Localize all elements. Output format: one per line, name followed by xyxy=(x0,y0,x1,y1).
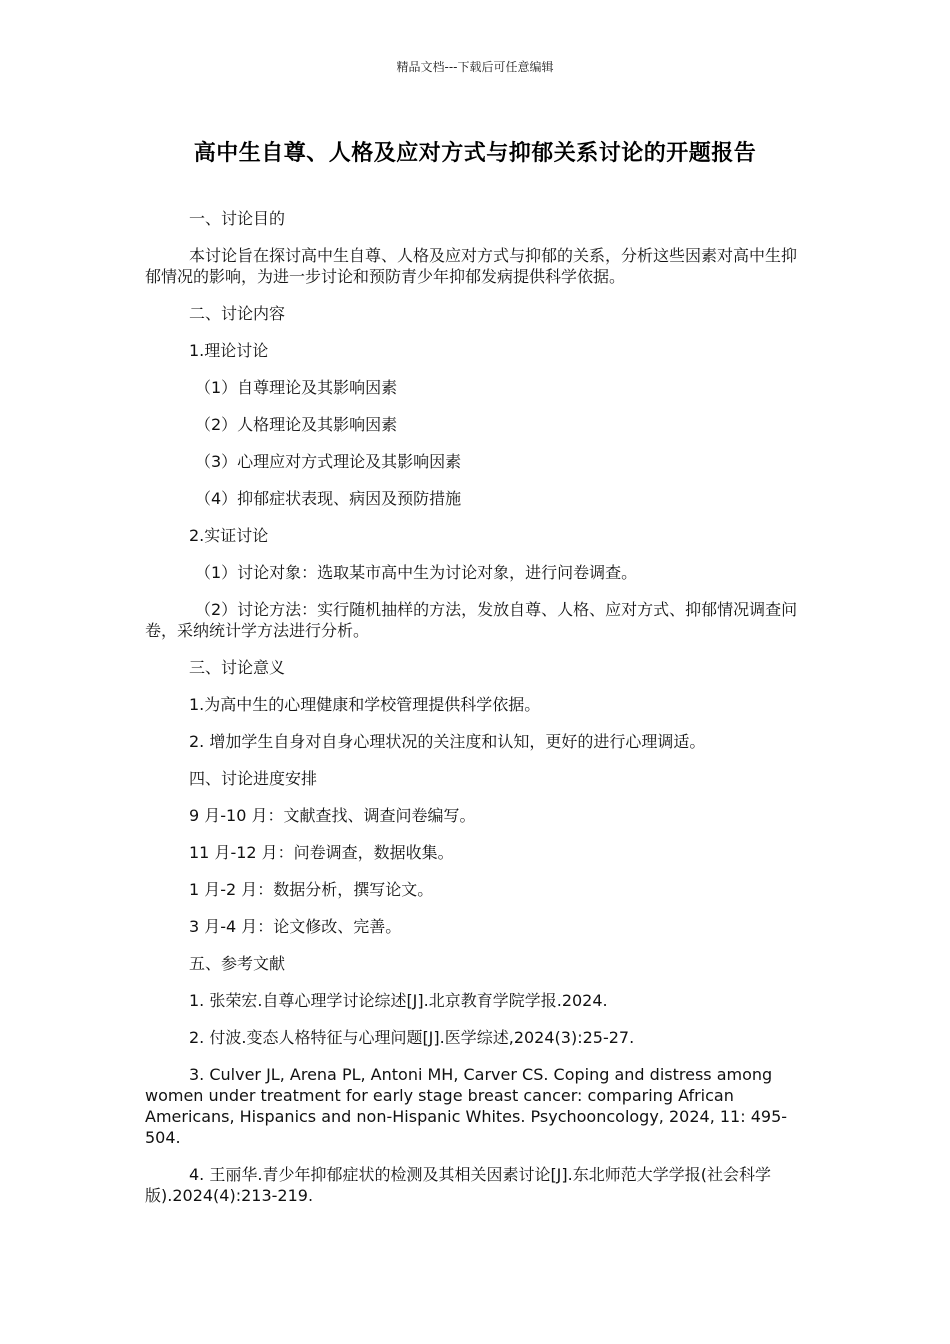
list-item: （1）讨论对象：选取某市高中生为讨论对象，进行问卷调查。 xyxy=(195,563,638,582)
schedule-item: 9 月-10 月：文献查找、调查问卷编写。 xyxy=(189,806,476,825)
list-item: （2）人格理论及其影响因素 xyxy=(195,415,398,434)
schedule-item: 1 月-2 月：数据分析，撰写论文。 xyxy=(189,880,434,899)
reference-item: 1. 张荣宏.自尊心理学讨论综述[J].北京教育学院学报.2024. xyxy=(189,991,608,1010)
list-item: 2. 增加学生自身对自身心理状况的关注度和认知，更好的进行心理调适。 xyxy=(189,732,706,751)
list-item: （3）心理应对方式理论及其影响因素 xyxy=(195,452,462,471)
section-heading-content: 二、讨论内容 xyxy=(189,304,286,323)
section-heading-references: 五、参考文献 xyxy=(189,954,286,973)
section-heading-significance: 三、讨论意义 xyxy=(189,658,286,677)
list-item: 1.为高中生的心理健康和学校管理提供科学依据。 xyxy=(189,695,541,714)
subheading-theory: 1.理论讨论 xyxy=(189,341,269,360)
header-note: 精品文档---下载后可任意编辑 xyxy=(396,60,554,74)
reference-item: 2. 付波.变态人格特征与心理问题[J].医学综述,2024(3):25-27. xyxy=(189,1028,635,1047)
paragraph-purpose: 本讨论旨在探讨高中生自尊、人格及应对方式与抑郁的关系，分析这些因素对高中生抑郁情况的影响，为进一步讨论和预防青少年抑郁发病提供科学依据。 xyxy=(145,246,798,286)
document-title: 高中生自尊、人格及应对方式与抑郁关系讨论的开题报告 xyxy=(193,141,757,166)
schedule-item: 11 月-12 月：问卷调查，数据收集。 xyxy=(189,843,454,862)
reference-item: 3. Culver JL, Arena PL, Antoni MH, Carver CS. Coping and distress among women under treatment for early stage breast cancer: comparing African Americans, Hispanics and non-Hispanic Whites. Psychooncology, 2024, 11: 495-504. xyxy=(145,1065,788,1147)
list-item: （2）讨论方法：实行随机抽样的方法，发放自尊、人格、应对方式、抑郁情况调查问卷，采纳统计学方法进行分析。 xyxy=(145,600,798,640)
section-heading-purpose: 一、讨论目的 xyxy=(189,209,286,228)
schedule-item: 3 月-4 月：论文修改、完善。 xyxy=(189,917,402,936)
list-item: （4）抑郁症状表现、病因及预防措施 xyxy=(195,489,462,508)
section-heading-schedule: 四、讨论进度安排 xyxy=(189,769,318,788)
subheading-empirical: 2.实证讨论 xyxy=(189,526,269,545)
reference-item: 4. 王丽华.青少年抑郁症状的检测及其相关因素讨论[J].东北师范大学学报(社会科学版).2024(4):213-219. xyxy=(145,1165,771,1205)
list-item: （1）自尊理论及其影响因素 xyxy=(195,378,398,397)
document-body xyxy=(145,208,805,1222)
